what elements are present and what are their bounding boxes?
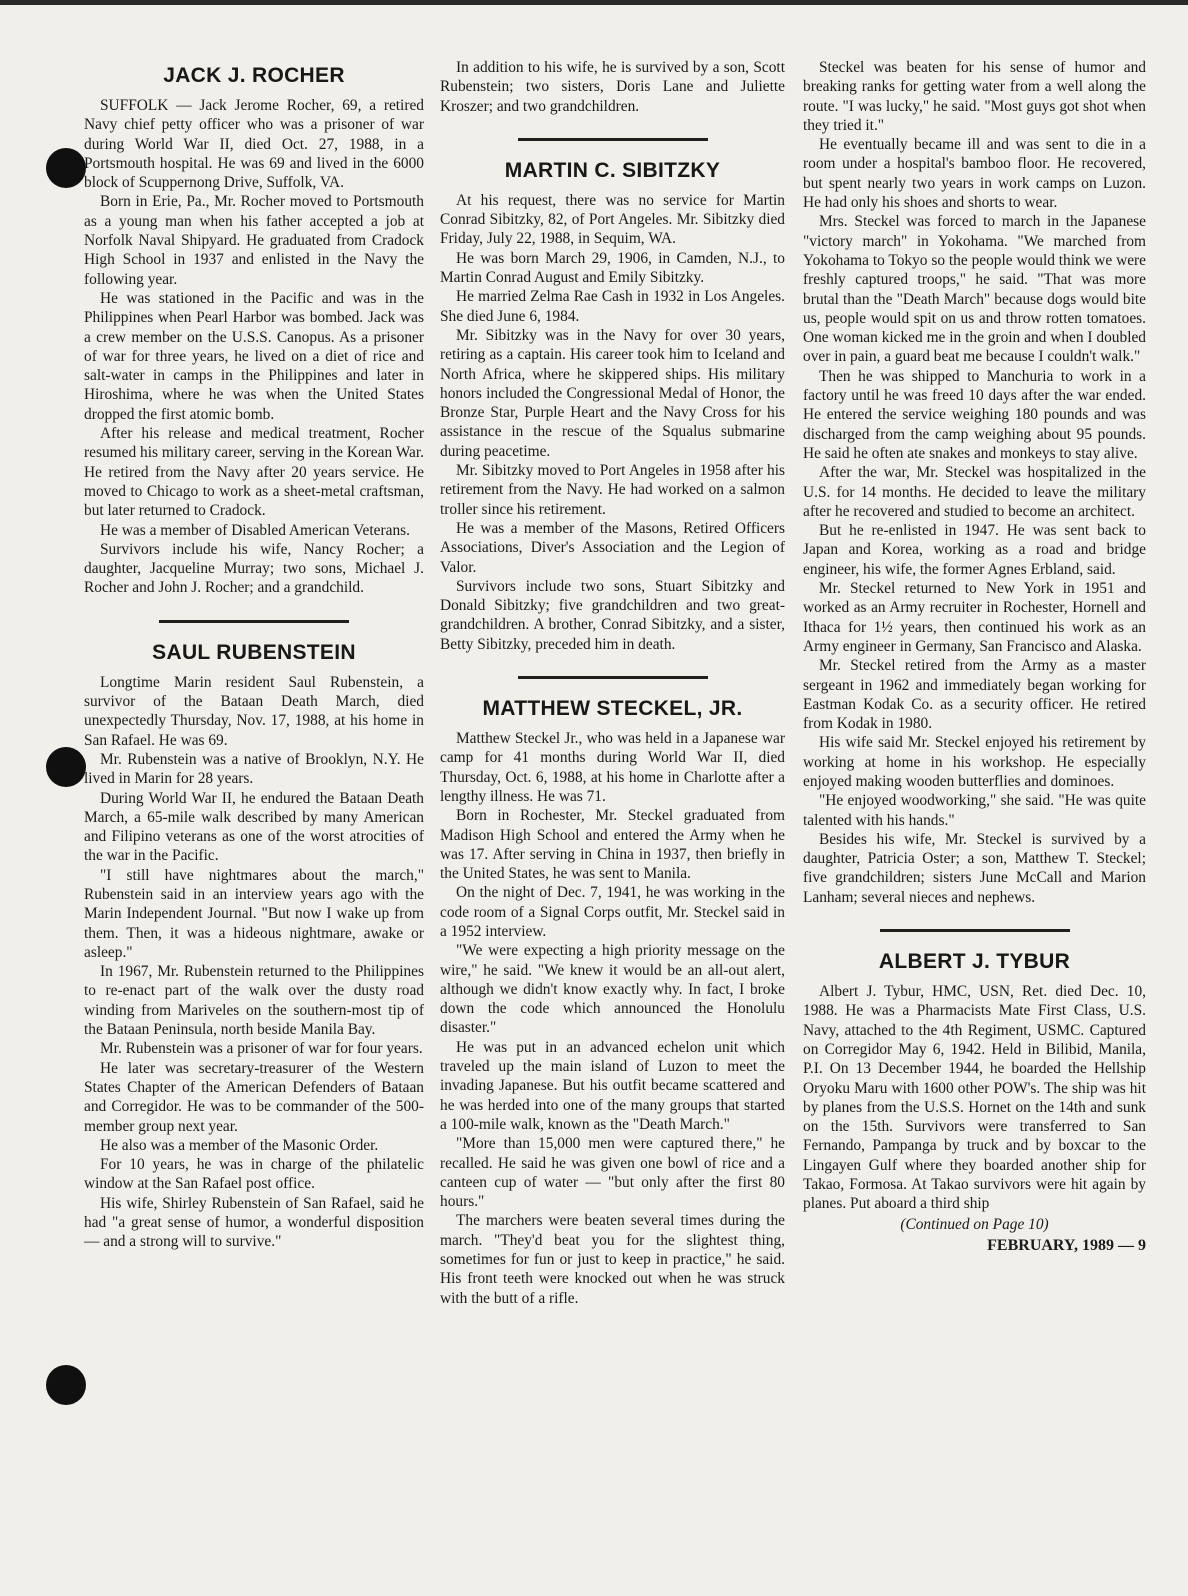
paragraph: During World War II, he endured the Bataan Death March, a 65-mile walk described by many American and Filipino veterans as one of the worst atrocities of the war in the Pacific. xyxy=(84,789,424,865)
section-divider xyxy=(880,929,1070,932)
obituary-heading: MARTIN C. SIBITZKY xyxy=(504,158,721,182)
paragraph: Mr. Rubenstein was a native of Brooklyn, N.Y. He lived in Marin for 28 years. xyxy=(84,750,424,788)
obituary-heading: ALBERT J. TYBUR xyxy=(878,950,1071,974)
paragraph: In addition to his wife, he is survived by a son, Scott Rubenstein; two sisters, Doris Lane and Juliette Kroszer; and two grandchildren. xyxy=(440,59,785,115)
paragraph: Mrs. Steckel was forced to march in the Japanese "victory march" in Yokohama. "We marched from Yokohama to Tokyo so the people would think we were freshly captured troops," he said. "That was more brutal than the "Death March" because dogs would bite us, people would spit on us and throw rotten tomatoes. One woman kicked me in the groin and when I doubled over in pain, a guard beat me because I couldn't walk." xyxy=(803,213,1146,366)
paragraph: Mr. Sibitzky moved to Port Angeles in 1958 after his retirement from the Navy. He had worked on a salmon troller since his retirement. xyxy=(440,462,785,518)
paragraph: "He enjoyed woodworking," she said. "He was quite talented with his hands." xyxy=(803,792,1146,829)
paragraph: He was stationed in the Pacific and was in the Philippines when Pearl Harbor was bombed. Jack was a crew member on the U.S.S. Canopus. As a prisoner of war for three years, he lived on a diet of rice and salt-water in camps in the Philippines and later in Hiroshima, where he was when the United States dropped the first atomic bomb. xyxy=(84,289,424,423)
paragraph: Longtime Marin resident Saul Rubenstein, a survivor of the Bataan Death March, died unexpectedly Thursday, Nov. 17, 1988, at his home in San Rafael. He was 69. xyxy=(84,673,424,749)
paragraph: Then he was shipped to Manchuria to work in a factory until he was freed 10 days after the war ended. He entered the service weighing 180 pounds and was discharged from the camp weighing about 95 pounds. He said he often ate snakes and monkeys to stay alive. xyxy=(803,367,1146,462)
paragraph: Albert J. Tybur, HMC, USN, Ret. died Dec. 10, 1988. He was a Pharmacists Mate First Class, U.S. Navy, attached to the 4th Regiment, USMC. Captured on Corregidor May 6, 1942. Held in Bilibid, Manila, P.I. On 13 December 1944, he boarded the Hellship Oryoku Maru with 1600 other POW's. The ship was hit by planes from the U.S.S. Hornet on the 14th and sunk on the 15th. Survivors were transferred to San Fernando, Pampanga by truck and by boxcar to the Lingayen Gulf where they boarded another ship for Takao, Formosa. At Takao survivors were hit again by planes. Put aboard a third ship xyxy=(803,983,1146,1213)
obituary-tybur xyxy=(803,950,1146,1214)
obituary-rocher xyxy=(84,64,424,598)
section-divider xyxy=(518,138,708,141)
paragraph: He also was a member of the Masonic Order. xyxy=(100,1136,379,1154)
paragraph: He eventually became ill and was sent to die in a room under a hospital's bamboo floor. He recovered, but spent nearly two years in work camps on Luzon. He had only his shoes and shorts to wear. xyxy=(803,136,1146,212)
paragraph: His wife, Shirley Rubenstein of San Rafael, said he had "a great sense of humor, a wonderful disposition — and a strong will to survive." xyxy=(84,1194,424,1251)
paragraph: He was put in an advanced echelon unit which traveled up the main island of Luzon to meet the invading Japanese. But his outfit became scattered and he was herded into one of the many groups that started a 100-mile walk, known as the "Death March." xyxy=(440,1038,785,1133)
obituary-heading: MATTHEW STECKEL, JR. xyxy=(482,697,743,721)
paragraph: "I still have nightmares about the march," Rubenstein said in an interview years ago with the Marin Independent Journal. "But now I wake up from them. Then, it was a hideous nightmare, awake or asleep." xyxy=(84,866,424,961)
paragraph: Born in Erie, Pa., Mr. Rocher moved to Portsmouth as a young man when his father accepted a job at Norfolk Naval Shipyard. He graduated from Cradock High School in 1937 and enlisted in the Navy the following year. xyxy=(84,193,424,288)
column-2 xyxy=(440,58,785,1308)
paragraph: After the war, Mr. Steckel was hospitalized in the U.S. for 14 months. He decided to leave the military after he recovered and studied to become an architect. xyxy=(803,464,1146,520)
page-footer: FEBRUARY, 1989 — 9 xyxy=(987,1236,1146,1254)
paragraph: After his release and medical treatment, Rocher resumed his military career, serving in the Korean War. He retired from the Navy after 20 years service. He moved to Chicago to work as a sheet-metal craftsman, but later returned to Cradock. xyxy=(84,425,424,520)
punch-hole xyxy=(46,148,86,188)
paragraph: He married Zelma Rae Cash in 1932 in Los Angeles. She died June 6, 1984. xyxy=(440,288,785,325)
punch-hole xyxy=(46,1365,86,1405)
paragraph: Mr. Rubenstein was a prisoner of war for four years. xyxy=(100,1040,423,1058)
paragraph: Survivors include his wife, Nancy Rocher; a daughter, Jacqueline Murray; two sons, Michael J. Rocher and John J. Rocher; and a grandchild. xyxy=(84,540,424,597)
paragraph: He was a member of the Masons, Retired Officers Associations, Diver's Association and the Legion of Valor. xyxy=(440,519,785,576)
obituary-heading: JACK J. ROCHER xyxy=(163,64,345,87)
paragraph: Steckel was beaten for his sense of humor and breaking ranks for getting water from a well along the route. "I was lucky," he said. "Most guys got shot when they tried it." xyxy=(803,59,1146,134)
paragraph: His wife said Mr. Steckel enjoyed his retirement by working at home in his workshop. He especially enjoyed making wooden butterflies and dominoes. xyxy=(803,734,1146,790)
paragraph: Matthew Steckel Jr., who was held in a Japanese war camp for 41 months during World War II, died Thursday, Oct. 6, 1988, at his home in Charlotte after a lengthy illness. He was 71. xyxy=(440,730,785,805)
paragraph: "We were expecting a high priority message on the wire," he said. "We knew it would be an all-out alert, although we didn't know exactly why. In fact, I broke down the code which announced the Honolulu disaster." xyxy=(440,942,785,1037)
paragraph: He was a member of Disabled American Veterans. xyxy=(100,521,410,539)
paragraph: Mr. Sibitzky was in the Navy for over 30 years, retiring as a captain. His career took him to Iceland and North Africa, where he skippered ships. His military honors included the Congressional Medal of Honor, the Bronze Star, Purple Heart and the Navy Cross for his assistance in the rescue of the Squalus submarine during peacetime. xyxy=(440,326,785,460)
paragraph: "More than 15,000 men were captured there," he recalled. He said he was given one bowl of rice and a canteen cup of water — "but only after the first 80 hours." xyxy=(440,1135,785,1211)
paragraph: At his request, there was no service for Martin Conrad Sibitzky, 82, of Port Angeles. Mr. Sibitzky died Friday, July 22, 1988, in Sequim, WA. xyxy=(440,191,785,248)
paragraph: Survivors include two sons, Stuart Sibitzky and Donald Sibitzky; five grandchildren and two great-grandchildren. A brother, Conrad Sibitzky, and a sister, Betty Sibitzky, preceded him in death. xyxy=(440,577,785,653)
section-divider xyxy=(159,620,349,623)
section-divider xyxy=(518,676,708,679)
paragraph: He was born March 29, 1906, in Camden, N.J., to Martin Conrad August and Emily Sibitzky. xyxy=(440,249,785,287)
column-1 xyxy=(84,58,424,1252)
continued-note: (Continued on Page 10) xyxy=(900,1215,1049,1233)
punch-hole xyxy=(46,747,86,787)
column-3 xyxy=(803,58,1146,1256)
paragraph: But he re-enlisted in 1947. He was sent back to Japan and Korea, working as a road and bridge engineer, his wife, the former Agnes Erbland, said. xyxy=(803,522,1146,578)
paragraph: SUFFOLK — Jack Jerome Rocher, 69, a retired Navy chief petty officer who was a prisoner of war during World War II, died Oct. 27, 1988, in a Portsmouth hospital. He was 69 and lived in the 6000 block of Scuppernong Drive, Suffolk, VA. xyxy=(84,97,424,192)
obituary-steckel xyxy=(440,697,785,1308)
paragraph: For 10 years, he was in charge of the philatelic window at the San Rafael post office. xyxy=(84,1156,424,1193)
paragraph: Mr. Steckel returned to New York in 1951 and worked as an Army recruiter in Rochester, Hornell and Ithaca for 1½ years, then continued his work as an Army engineer in Germany, San Francisco and Alaska. xyxy=(803,580,1146,655)
paragraph: On the night of Dec. 7, 1941, he was working in the code room of a Signal Corps outfit, Mr. Steckel said in a 1952 interview. xyxy=(440,884,785,940)
obituary-rubenstein xyxy=(84,641,424,1252)
paragraph: The marchers were beaten several times during the march. "They'd beat you for the slightest thing, sometimes for fun or just to keep in practice," he said. His front teeth were knocked out when he was struck with the butt of a rifle. xyxy=(440,1212,785,1307)
paragraph: Besides his wife, Mr. Steckel is survived by a daughter, Patricia Oster; a son, Matthew T. Steckel; five grandchildren; sisters June McCall and Marion Lanham; several nieces and nephews. xyxy=(803,830,1146,906)
paragraph: He later was secretary-treasurer of the Western States Chapter of the American Defenders of Bataan and Corregidor. He was to be commander of the 500-member group next year. xyxy=(84,1059,424,1135)
obituary-heading: SAUL RUBENSTEIN xyxy=(152,640,356,664)
paragraph: In 1967, Mr. Rubenstein returned to the Philippines to re-enact part of the walk over the dusty road winding from Mariveles on the southern-most tip of the Bataan Peninsula, north beside Manila Bay. xyxy=(84,963,424,1039)
top-border xyxy=(0,0,1188,5)
paragraph: Born in Rochester, Mr. Steckel graduated from Madison High School and entered the Army when he was 17. After serving in China in 1937, then briefly in the United States, he was sent to Manila. xyxy=(440,807,785,883)
paragraph: Mr. Steckel retired from the Army as a master sergeant in 1962 and immediately began working for Eastman Kodak Co. as a security officer. He retired from Kodak in 1980. xyxy=(803,657,1146,733)
obituary-sibitzky xyxy=(440,159,785,654)
